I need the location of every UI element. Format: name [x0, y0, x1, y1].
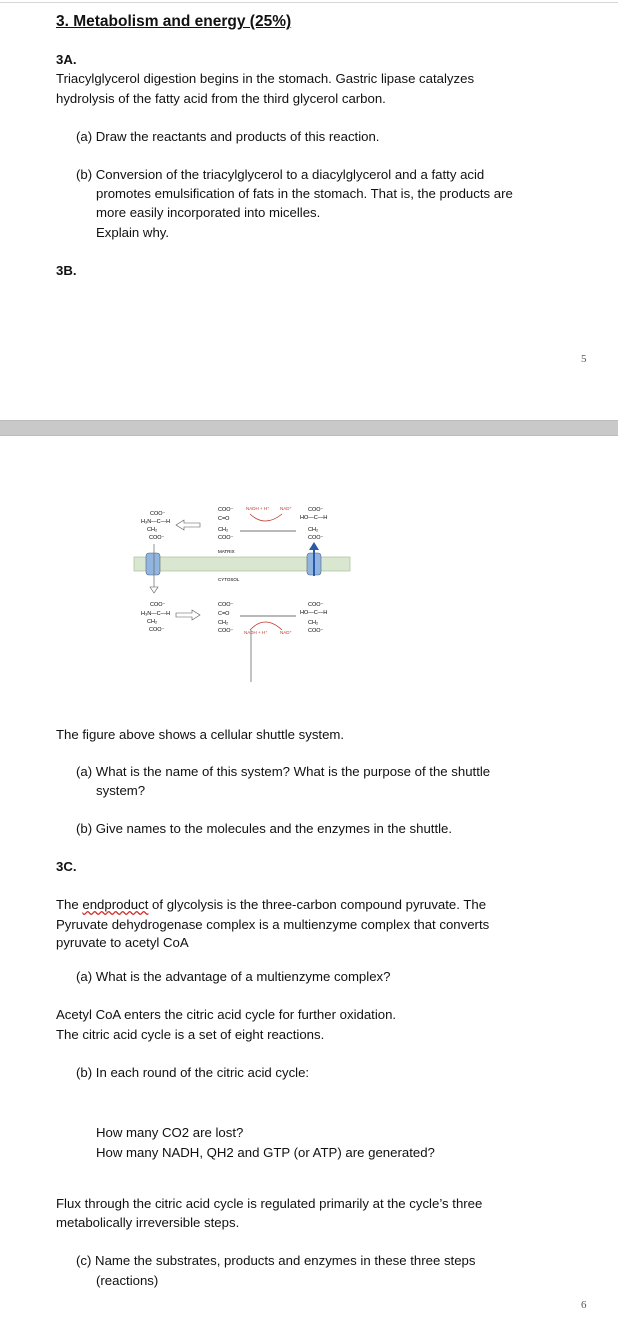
- fig-left-down-arrowhead: [150, 587, 158, 593]
- q3c-tca-line1: Acetyl CoA enters the citric acid cycle for further oxidation.: [56, 1007, 397, 1022]
- q3a-text-line2: hydrolysis of the fatty acid from the third glycerol carbon.: [56, 91, 386, 106]
- q3b-part-a-line2: system?: [96, 783, 146, 798]
- shuttle-figure: [120, 506, 360, 686]
- fig-ll-ch2: CH₂: [147, 619, 158, 625]
- page-5: [0, 0, 618, 420]
- q3a-label: 3A.: [56, 52, 77, 67]
- fig-ur-ch2: CH₂: [308, 527, 319, 533]
- fig-um-coo-top: COO⁻: [218, 507, 234, 513]
- fig-lower-right-arrow: [176, 610, 200, 620]
- flux-line2: metabolically irreversible steps.: [56, 1215, 240, 1230]
- q3c-part-c-line2: (reactions): [96, 1273, 159, 1288]
- q3a-text-line1: Triacylglycerol digestion begins in the stomach. Gastric lipase catalyzes: [56, 71, 475, 86]
- fig-upper-nad-arc: [250, 514, 282, 521]
- spelling-flagged-word: endproduct: [82, 897, 149, 912]
- q3c-text-line1: [56, 895, 486, 914]
- page-number: 6: [581, 1299, 587, 1311]
- fig-ur-ho: HO—C—H: [300, 515, 328, 521]
- fig-um-coo-bot: COO⁻: [218, 535, 234, 541]
- q3c-part-c-line1: (c) Name the substrates, products and enzymes in these three steps: [76, 1253, 476, 1268]
- figure-caption: The figure above shows a cellular shuttle system.: [56, 727, 345, 742]
- q3c-tca-line2: The citric acid cycle is a set of eight reactions.: [56, 1027, 325, 1042]
- page-number: 5: [581, 353, 587, 365]
- q3c-text-pre: The: [56, 897, 83, 912]
- fig-ll-h3n: H₃N—C—H: [141, 611, 171, 617]
- fig-ur-coo-bot: COO⁻: [308, 535, 324, 541]
- fig-matrix-label: MATRIX: [218, 549, 235, 554]
- q3a-part-b-line1: (b) Conversion of the triacylglycerol to a diacylglycerol and a fatty acid: [76, 167, 485, 182]
- fig-ll-coo-bot: COO⁻: [149, 627, 165, 633]
- q3b-part-a-line1: (a) What is the name of this system? What is the purpose of the shuttle: [76, 764, 491, 779]
- q3b-part-b: (b) Give names to the molecules and the enzymes in the shuttle.: [76, 821, 453, 836]
- page-6: [0, 436, 618, 1326]
- fig-lr-coo-bot: COO⁻: [308, 628, 324, 634]
- fig-lr-ho: HO—C—H: [300, 610, 328, 616]
- fig-lower-nad-arc: [250, 622, 282, 630]
- section-heading: 3. Metabolism and energy (25%): [56, 13, 292, 30]
- q3c-text-line2: Pyruvate dehydrogenase complex is a multienzyme complex that converts: [56, 917, 490, 932]
- fig-ul-ch2: CH₂: [147, 527, 158, 533]
- page-separator: [0, 420, 618, 436]
- q3c-text-post: of glycolysis is the three-carbon compound pyruvate. The: [148, 897, 487, 912]
- fig-right-up-arrowhead: [309, 542, 319, 550]
- q3a-part-b-line2: promotes emulsification of fats in the stomach. That is, the products are: [96, 186, 513, 201]
- fig-cytosol-label: CYTOSOL: [218, 577, 240, 582]
- q3a-part-b-line4: Explain why.: [96, 225, 170, 240]
- fig-ul-coo-top: COO⁻: [150, 511, 166, 517]
- fig-lower-nadh: NADH + H⁺: [244, 630, 268, 635]
- q3c-text-line3: pyruvate to acetyl CoA: [56, 935, 189, 950]
- q3a-part-b-line3: more easily incorporated into micelles.: [96, 205, 321, 220]
- fig-ur-coo-top: COO⁻: [308, 507, 324, 513]
- fig-lr-ch2: CH₂: [308, 620, 319, 626]
- fig-ul-coo-bot: COO⁻: [149, 535, 165, 541]
- fig-lower-nad: NAD⁺: [280, 630, 292, 635]
- fig-lr-coo-top: COO⁻: [308, 602, 324, 608]
- q3c-part-b: (b) In each round of the citric acid cycle:: [76, 1065, 310, 1080]
- q3c-part-b-q2: How many NADH, QH2 and GTP (or ATP) are generated?: [96, 1145, 435, 1160]
- fig-um-co: C=O: [218, 516, 230, 522]
- q3c-part-a: (a) What is the advantage of a multienzyme complex?: [76, 969, 391, 984]
- fig-um-ch2: CH₂: [218, 527, 229, 533]
- fig-upper-left-arrow: [176, 520, 200, 530]
- fig-lm-co: C=O: [218, 611, 230, 617]
- fig-lm-coo-top: COO⁻: [218, 602, 234, 608]
- fig-upper-nad: NAD⁺: [280, 506, 292, 511]
- q3c-label: 3C.: [56, 859, 77, 874]
- q3b-label: 3B.: [56, 263, 77, 278]
- flux-line1: Flux through the citric acid cycle is regulated primarily at the cycle’s three: [56, 1196, 483, 1211]
- page-top-rule: [0, 2, 618, 3]
- fig-lm-ch2: CH₂: [218, 620, 229, 626]
- q3a-part-a: (a) Draw the reactants and products of this reaction.: [76, 129, 380, 144]
- fig-ul-h3n: H₃N—C—H: [141, 519, 171, 525]
- fig-upper-nadh: NADH + H⁺: [246, 506, 270, 511]
- fig-lm-coo-bot: COO⁻: [218, 628, 234, 634]
- fig-left-transporter: [146, 553, 160, 575]
- fig-ll-coo-top: COO⁻: [150, 602, 166, 608]
- q3c-part-b-q1: How many CO2 are lost?: [96, 1125, 244, 1140]
